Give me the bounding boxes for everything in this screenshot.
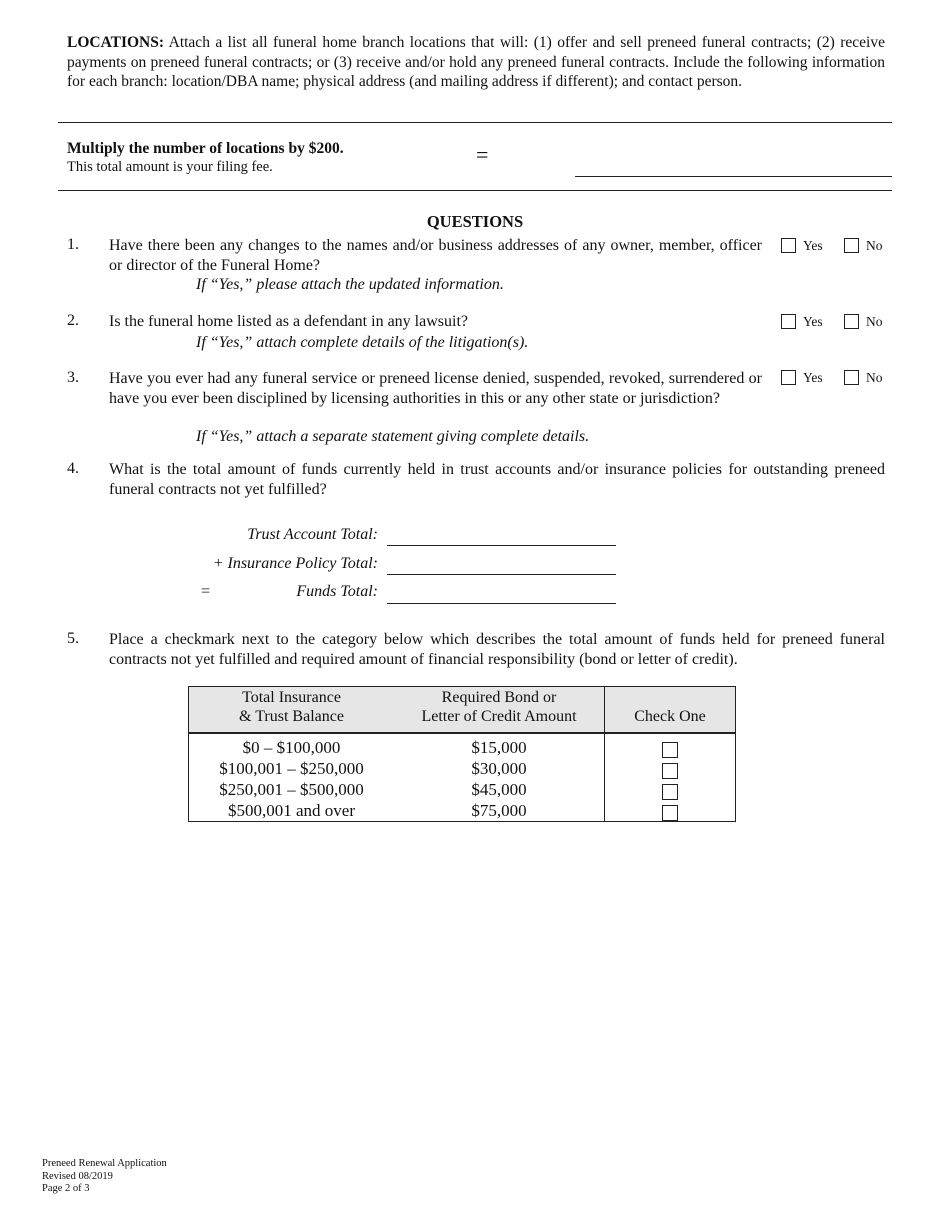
tier-range: $250,001 – $500,000 <box>219 780 364 799</box>
question-2-number: 2. <box>67 312 79 329</box>
funds-total-label: Funds Total: <box>296 583 378 600</box>
funds-equals-sign: = <box>201 583 211 600</box>
header-balance <box>189 687 395 734</box>
header-balance-line1: Total Insurance <box>242 689 341 706</box>
footer-revision: Revised 08/2019 <box>42 1170 113 1182</box>
questions-heading: QUESTIONS <box>426 212 524 231</box>
question-3-number: 3. <box>67 369 79 386</box>
locations-text: Attach a list all funeral home branch locations that will: (1) offer and sell preneed funeral contracts; (2) receive payments on preneed funeral contracts; or (3) receive and/or hold any preneed funeral contracts. Include the following information for each branch: location/DBA name; physical address (and mailing address if different); and contact person. <box>67 34 885 90</box>
filing-fee-subtitle: This total amount is your filing fee. <box>67 159 273 175</box>
tier-range: $100,001 – $250,000 <box>219 759 364 778</box>
question-4-text: What is the total amount of funds currently held in trust accounts and/or insurance policies for outstanding preneed funeral contracts not yet fulfilled? <box>109 461 885 498</box>
table-row <box>189 800 736 822</box>
table-row <box>189 779 736 800</box>
table-header-row <box>189 687 736 734</box>
tier-3-checkbox[interactable] <box>662 784 678 800</box>
trust-account-total-field[interactable] <box>387 545 616 546</box>
table-row <box>189 758 736 779</box>
filing-fee-field[interactable] <box>575 176 892 177</box>
question-1-number: 1. <box>67 236 79 253</box>
locations-paragraph <box>67 33 885 92</box>
question-3-text: Have you ever had any funeral service or preneed license denied, suspended, revoked, surrendered or have you ever been disciplined by licensing authorities in this or any other state or jurisdiction? <box>109 370 762 407</box>
question-3-no-checkbox[interactable] <box>844 370 859 385</box>
question-4-number: 4. <box>67 460 79 477</box>
tier-1-checkbox[interactable] <box>662 742 678 758</box>
page-footer <box>42 1158 167 1196</box>
tier-range: $500,001 and over <box>227 801 355 820</box>
table-row <box>189 733 736 758</box>
tier-check-cell <box>605 733 736 758</box>
divider-top <box>58 122 892 123</box>
tier-amount: $30,000 <box>471 759 527 778</box>
question-3-no-label: No <box>866 370 883 385</box>
tier-check-cell <box>605 758 736 779</box>
question-3-yes-checkbox[interactable] <box>781 370 796 385</box>
locations-label: LOCATIONS: <box>67 34 165 51</box>
question-1-yes-label: Yes <box>803 238 823 253</box>
tier-amount: $75,000 <box>471 801 527 820</box>
question-1-no-label: No <box>866 238 883 253</box>
header-bond <box>394 687 605 734</box>
header-balance-line2: & Trust Balance <box>239 708 344 725</box>
question-2-text: Is the funeral home listed as a defendant in any lawsuit? <box>109 313 468 330</box>
divider-bottom <box>58 190 892 191</box>
tier-amount: $15,000 <box>471 738 527 757</box>
question-2-yes-checkbox[interactable] <box>781 314 796 329</box>
tier-2-checkbox[interactable] <box>662 763 678 779</box>
question-2-note: If “Yes,” attach complete details of the litigation(s). <box>196 334 529 351</box>
trust-account-total-label: Trust Account Total: <box>247 526 378 543</box>
question-1-yes-checkbox[interactable] <box>781 238 796 253</box>
tier-range: $0 – $100,000 <box>242 738 341 757</box>
question-1-no-checkbox[interactable] <box>844 238 859 253</box>
footer-form-name: Preneed Renewal Application <box>42 1158 167 1169</box>
header-bond-line2: Letter of Credit Amount <box>421 708 577 725</box>
tier-amount: $45,000 <box>471 780 527 799</box>
question-2-yes-label: Yes <box>803 314 823 329</box>
question-5-text: Place a checkmark next to the category below which describes the total amount of funds held for preneed funeral contracts not yet fulfilled and required amount of financial responsibility (bond or letter of credit). <box>109 631 885 668</box>
tier-4-checkbox[interactable] <box>662 805 678 821</box>
insurance-policy-total-field[interactable] <box>387 574 616 575</box>
tier-check-cell <box>605 779 736 800</box>
question-2-no-label: No <box>866 314 883 329</box>
tier-check-cell <box>605 800 736 822</box>
question-2-no-checkbox[interactable] <box>844 314 859 329</box>
filing-fee-title: Multiply the number of locations by $200. <box>67 140 344 157</box>
bond-tier-table <box>188 686 736 822</box>
question-5-number: 5. <box>67 630 79 647</box>
question-3-yes-label: Yes <box>803 370 823 385</box>
header-check-one: Check One <box>605 687 736 734</box>
question-1-note: If “Yes,” please attach the updated information. <box>196 276 504 293</box>
footer-page-number: Page 2 of 3 <box>42 1183 90 1194</box>
filing-fee-equals: = <box>476 142 489 167</box>
header-bond-line1: Required Bond or <box>441 689 557 706</box>
question-1-text: Have there been any changes to the names and/or business addresses of any owner, member, officer or director of the Funeral Home? <box>109 237 762 274</box>
funds-total-field[interactable] <box>387 603 616 604</box>
question-3-note: If “Yes,” attach a separate statement giving complete details. <box>196 428 590 445</box>
insurance-policy-total-label: + Insurance Policy Total: <box>212 555 378 572</box>
